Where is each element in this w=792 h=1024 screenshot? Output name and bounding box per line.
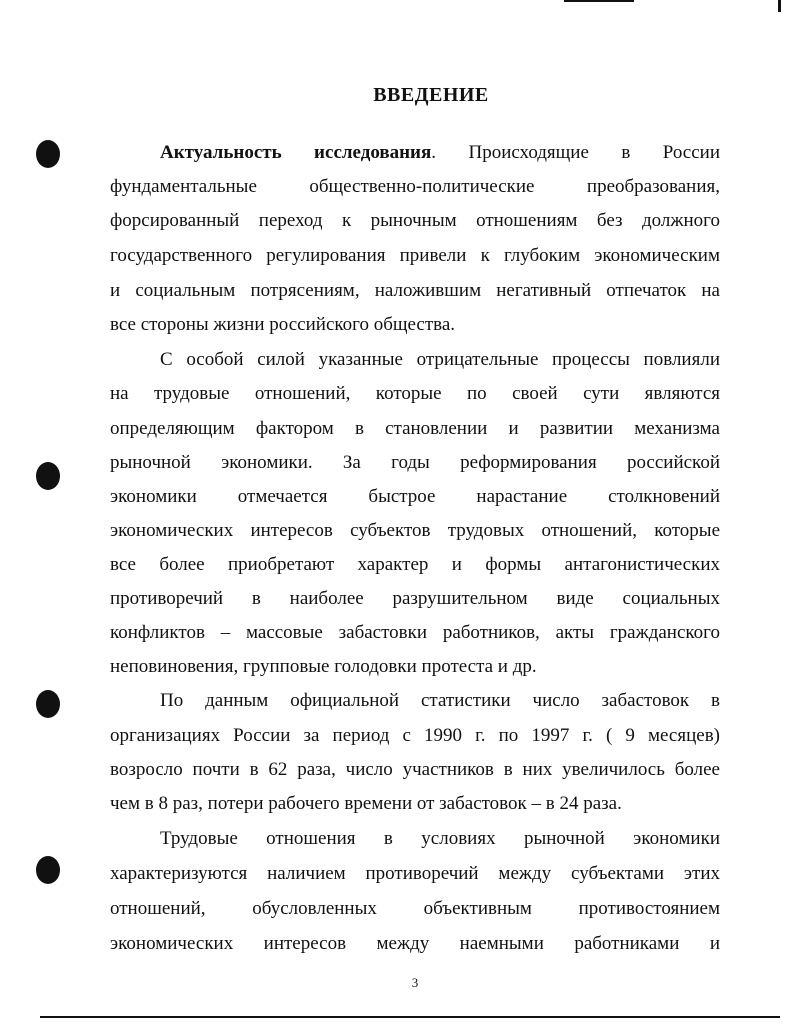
text-line: фундаментальные общественно-политические преобразования, bbox=[110, 176, 720, 197]
text-line: определяющим фактором в становлении и развитии механизма bbox=[110, 418, 720, 439]
text-line: неповиновения, групповые голодовки протеста и др. bbox=[110, 656, 537, 677]
text-line: По данным официальной статистики число забастовок в bbox=[160, 690, 720, 711]
text-line: Актуальность исследования. Происходящие в России bbox=[160, 142, 720, 163]
text-line: экономических интересов между наемными работниками и bbox=[110, 933, 720, 954]
scan-edge-mark bbox=[40, 1016, 780, 1018]
scan-edge-mark bbox=[564, 0, 634, 2]
scan-edge-mark bbox=[778, 0, 781, 12]
text-line: все стороны жизни российского общества. bbox=[110, 314, 456, 335]
text-line: экономических интересов субъектов трудовых отношений, которые bbox=[110, 520, 720, 541]
text-line: возросло почти в 62 раза, число участников в них увеличилось более bbox=[110, 759, 720, 780]
page-title: ВВЕДЕНИЕ bbox=[373, 84, 489, 106]
text-line: организациях России за период с 1990 г. по 1997 г. ( 9 месяцев) bbox=[110, 725, 720, 746]
section-label: Актуальность исследования bbox=[160, 142, 432, 163]
text-line: противоречий в наиболее разрушительном виде социальных bbox=[110, 588, 720, 609]
text-line: С особой силой указанные отрицательные процессы повлияли bbox=[160, 349, 720, 370]
text-line: все более приобретают характер и формы антагонистических bbox=[110, 554, 720, 575]
text-line: и социальным потрясениям, наложившим негативный отпечаток на bbox=[110, 280, 720, 301]
punch-hole-mark bbox=[36, 462, 60, 490]
punch-hole-mark bbox=[36, 140, 60, 168]
text-line: рыночной экономики. За годы реформирования российской bbox=[110, 452, 720, 473]
text-line: государственного регулирования привели к глубоким экономическим bbox=[110, 245, 720, 266]
text-line: отношений, обусловленных объективным противостоянием bbox=[110, 898, 720, 919]
text-line: форсированный переход к рыночным отношениям без должного bbox=[110, 210, 720, 231]
page-number: 3 bbox=[411, 975, 419, 990]
punch-hole-mark bbox=[36, 856, 60, 884]
text-line: Трудовые отношения в условиях рыночной экономики bbox=[160, 828, 720, 849]
punch-hole-mark bbox=[36, 690, 60, 718]
text-line: конфликтов – массовые забастовки работников, акты гражданского bbox=[110, 622, 720, 643]
text-line: чем в 8 раз, потери рабочего времени от забастовок – в 24 раза. bbox=[110, 793, 622, 814]
text-line: на трудовые отношений, которые по своей сути являются bbox=[110, 383, 720, 404]
text-line: экономики отмечается быстрое нарастание столкновений bbox=[110, 486, 720, 507]
text-line: характеризуются наличием противоречий между субъектами этих bbox=[110, 863, 720, 884]
